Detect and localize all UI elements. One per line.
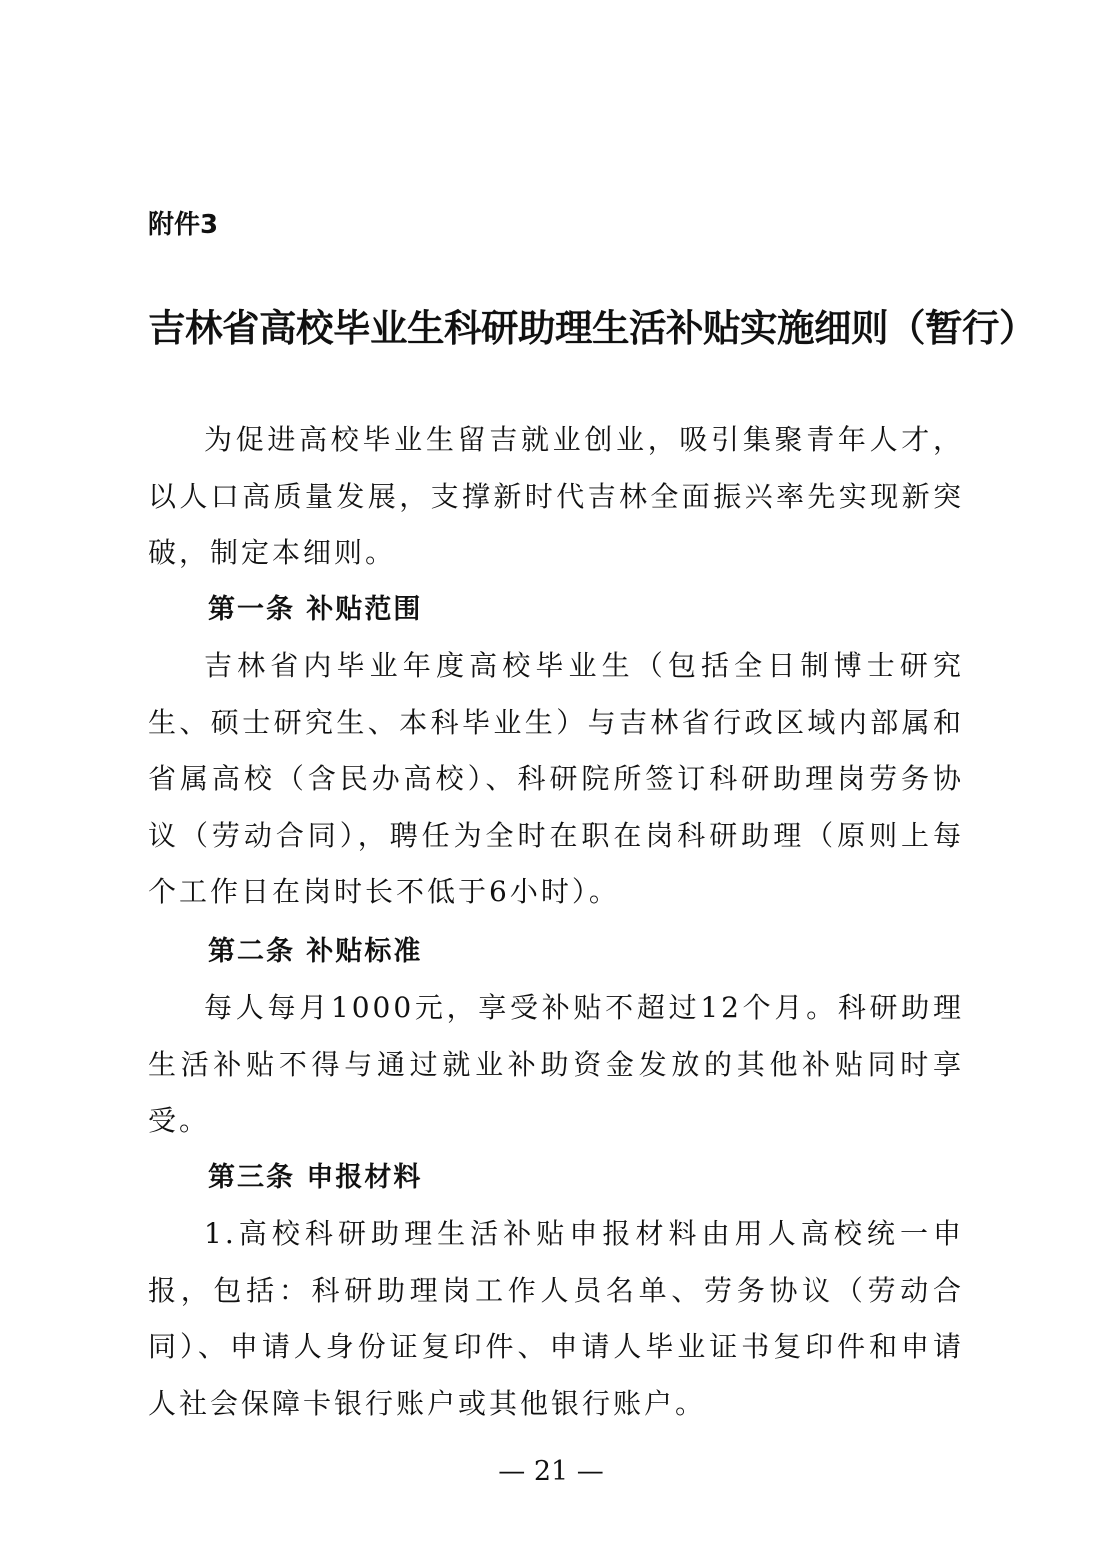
- attachment-label: 附件3: [148, 210, 219, 240]
- intro-paragraph: 为促进高校毕业生留吉就业创业，吸引集聚青年人才，以人口高质量发展，支撑新时代吉林全面振兴率先实现新突破，制定本细则。: [148, 423, 964, 569]
- article-2-text: 每人每月1000元，享受补贴不超过12个月。科研助理生活补贴不得与通过就业补助资金发放的其他补贴同时享受。: [148, 991, 964, 1137]
- document-title: 吉林省高校毕业生科研助理生活补贴实施细则（暂行）: [148, 306, 1036, 350]
- document-body: [148, 412, 964, 1432]
- article-3-heading: 第三条 申报材料: [208, 1161, 423, 1193]
- article-3-text: 1.高校科研助理生活补贴申报材料由用人高校统一申报，包括：科研助理岗工作人员名单、劳务协议（劳动合同）、申请人身份证复印件、申请人毕业证书复印件和申请人社会保障卡银行账户或其他银行账户。: [148, 1217, 964, 1420]
- page-number: — 21 —: [498, 1456, 604, 1487]
- article-1-text: 吉林省内毕业年度高校毕业生（包括全日制博士研究生、硕士研究生、本科毕业生）与吉林省行政区域内部属和省属高校（含民办高校）、科研院所签订科研助理岗劳务协议（劳动合同），聘任为全时在职在岗科研助理（原则上每个工作日在岗时长不低于6小时）。: [148, 649, 964, 908]
- article-1-heading: 第一条 补贴范围: [208, 593, 423, 625]
- article-2-heading: 第二条 补贴标准: [208, 935, 423, 967]
